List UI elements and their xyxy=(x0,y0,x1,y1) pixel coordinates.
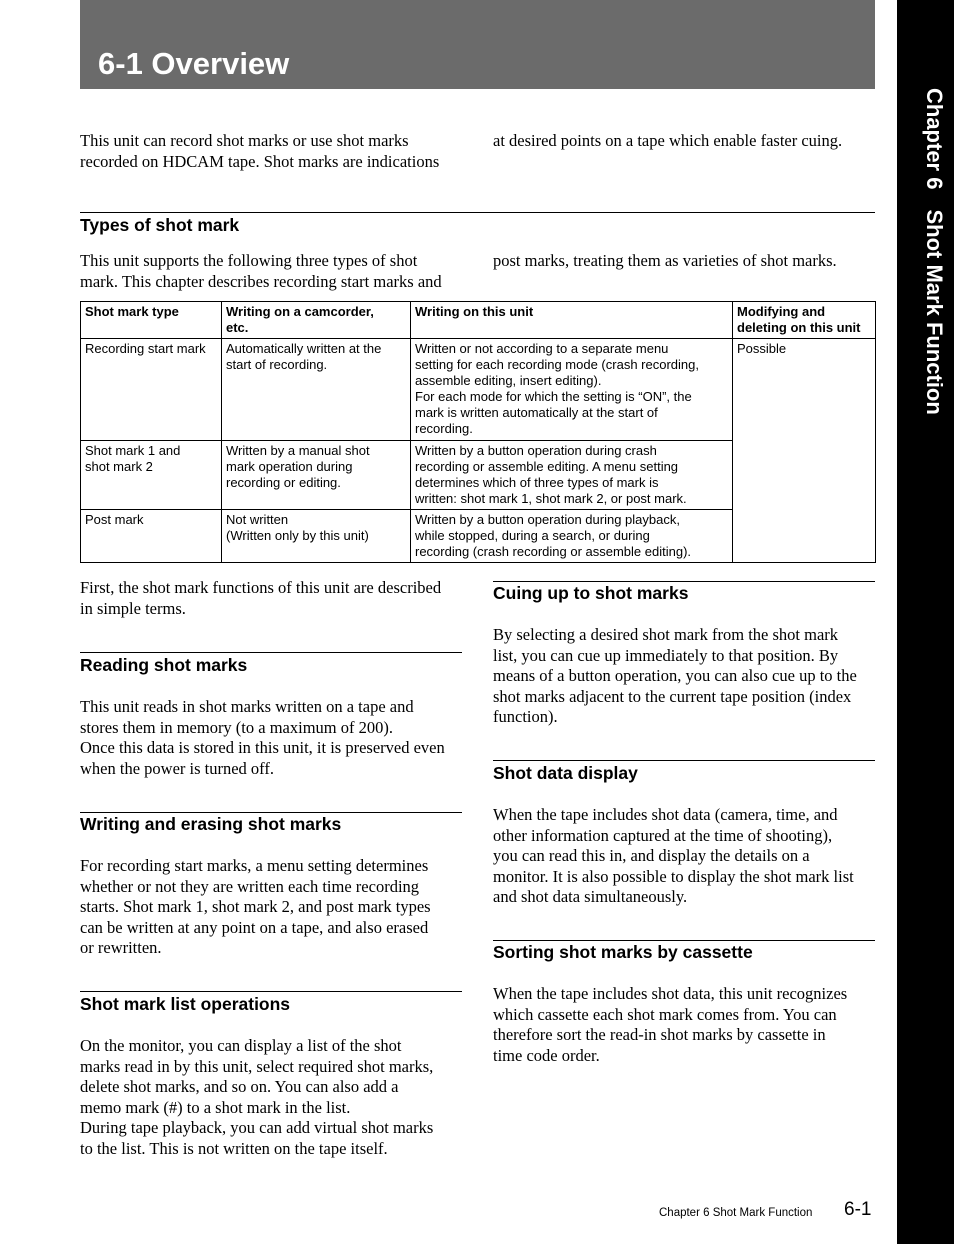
table-cell-modify: Possible xyxy=(733,339,876,563)
side-tab-chapter: Chapter 6 xyxy=(922,88,947,190)
table-cell: Written or not according to a separate menu setting for each recording mode (crash recording, assemble editing, insert editing). For each mode for which the setting is “ON”, the mark is written automatically at the start of recording. xyxy=(411,339,733,441)
table-cell: Shot mark 1 and shot mark 2 xyxy=(81,441,222,510)
shot-mark-types-table xyxy=(80,301,876,563)
section-rule-shot-data xyxy=(493,760,875,761)
side-tab-title: Shot Mark Function xyxy=(922,209,947,415)
section-heading-shot-data: Shot data display xyxy=(493,763,638,783)
table-cell: Not written (Written only by this unit) xyxy=(222,510,411,563)
table-cell: Written by a button operation during playback, while stopped, during a search, or during recording (crash recording or assemble editing). xyxy=(411,510,733,563)
footer-chapter-label: Chapter 6 Shot Mark Function xyxy=(659,1207,813,1219)
chapter-side-tab-label xyxy=(897,88,954,488)
page-title: 6-1 Overview xyxy=(98,46,290,81)
page-number: 6-1 xyxy=(844,1199,872,1220)
section-rule-types xyxy=(80,212,875,213)
list-ops-paragraph: On the monitor, you can display a list of the shot marks read in by this unit, select required shot marks, delete shot marks, and so on. You can also add a memo mark (#) to a shot mark in the list. During tape playback, you can add virtual shot marks to the list. This is not written on the tape itself. xyxy=(80,1036,434,1158)
intro-left: This unit can record shot marks or use shot marks recorded on HDCAM tape. Shot marks are indications xyxy=(80,131,440,171)
cuing-paragraph: By selecting a desired shot mark from the shot mark list, you can cue up immediately to that position. By means of a button operation, you can also cue up to the shot marks adjacent to the current tape position (index function). xyxy=(493,625,857,726)
first-paragraph: First, the shot mark functions of this unit are described in simple terms. xyxy=(80,578,442,618)
section-heading-types: Types of shot mark xyxy=(80,215,240,235)
section-heading-cuing: Cuing up to shot marks xyxy=(493,583,689,603)
table-cell: Written by a button operation during crash recording or assemble editing. A menu setting determines which of three types of mark is written: shot mark 1, shot mark 2, or post mark. xyxy=(411,441,733,510)
sorting-paragraph: When the tape includes shot data, this unit recognizes which cassette each shot mark comes from. You can therefore sort the read-in shot marks by cassette in time code order. xyxy=(493,984,848,1065)
section-heading-reading: Reading shot marks xyxy=(80,655,248,675)
intro-right: at desired points on a tape which enable faster cuing. xyxy=(493,131,843,150)
types-text-right: post marks, treating them as varieties of shot marks. xyxy=(493,251,837,270)
section-heading-sorting: Sorting shot marks by cassette xyxy=(493,942,753,962)
table-cell: Written by a manual shot mark operation during recording or editing. xyxy=(222,441,411,510)
section-heading-list-ops: Shot mark list operations xyxy=(80,994,291,1014)
writing-paragraph: For recording start marks, a menu setting determines whether or not they are written each time recording starts. Shot mark 1, shot mark 2, and post mark types can be written at any point on a tape, and also erased or rewritten. xyxy=(80,856,431,957)
table-header-cell: Modifying and deleting on this unit xyxy=(733,302,876,339)
table-header-cell: Shot mark type xyxy=(81,302,222,339)
table-cell: Post mark xyxy=(81,510,222,563)
table-header-cell: Writing on this unit xyxy=(411,302,733,339)
chapter-header-bar xyxy=(80,0,875,89)
types-text-left: This unit supports the following three types of shot mark. This chapter describes recording start marks and xyxy=(80,251,442,291)
table-header-cell: Writing on a camcorder, etc. xyxy=(222,302,411,339)
shot-data-paragraph: When the tape includes shot data (camera, time, and other information captured at the time of shooting), you can read this in, and display the details on a monitor. It is also possible to display the shot mark list and shot data simultaneously. xyxy=(493,805,854,906)
reading-paragraph: This unit reads in shot marks written on a tape and stores them in memory (to a maximum of 200). Once this data is stored in this unit, it is preserved even when the power is turned off. xyxy=(80,697,445,778)
table-cell: Automatically written at the start of recording. xyxy=(222,339,411,441)
table-header-row xyxy=(81,302,876,339)
table-cell: Recording start mark xyxy=(81,339,222,441)
section-rule-list-ops xyxy=(80,991,462,992)
section-rule-reading xyxy=(80,652,462,653)
table-row xyxy=(81,339,876,441)
section-heading-writing: Writing and erasing shot marks xyxy=(80,814,342,834)
